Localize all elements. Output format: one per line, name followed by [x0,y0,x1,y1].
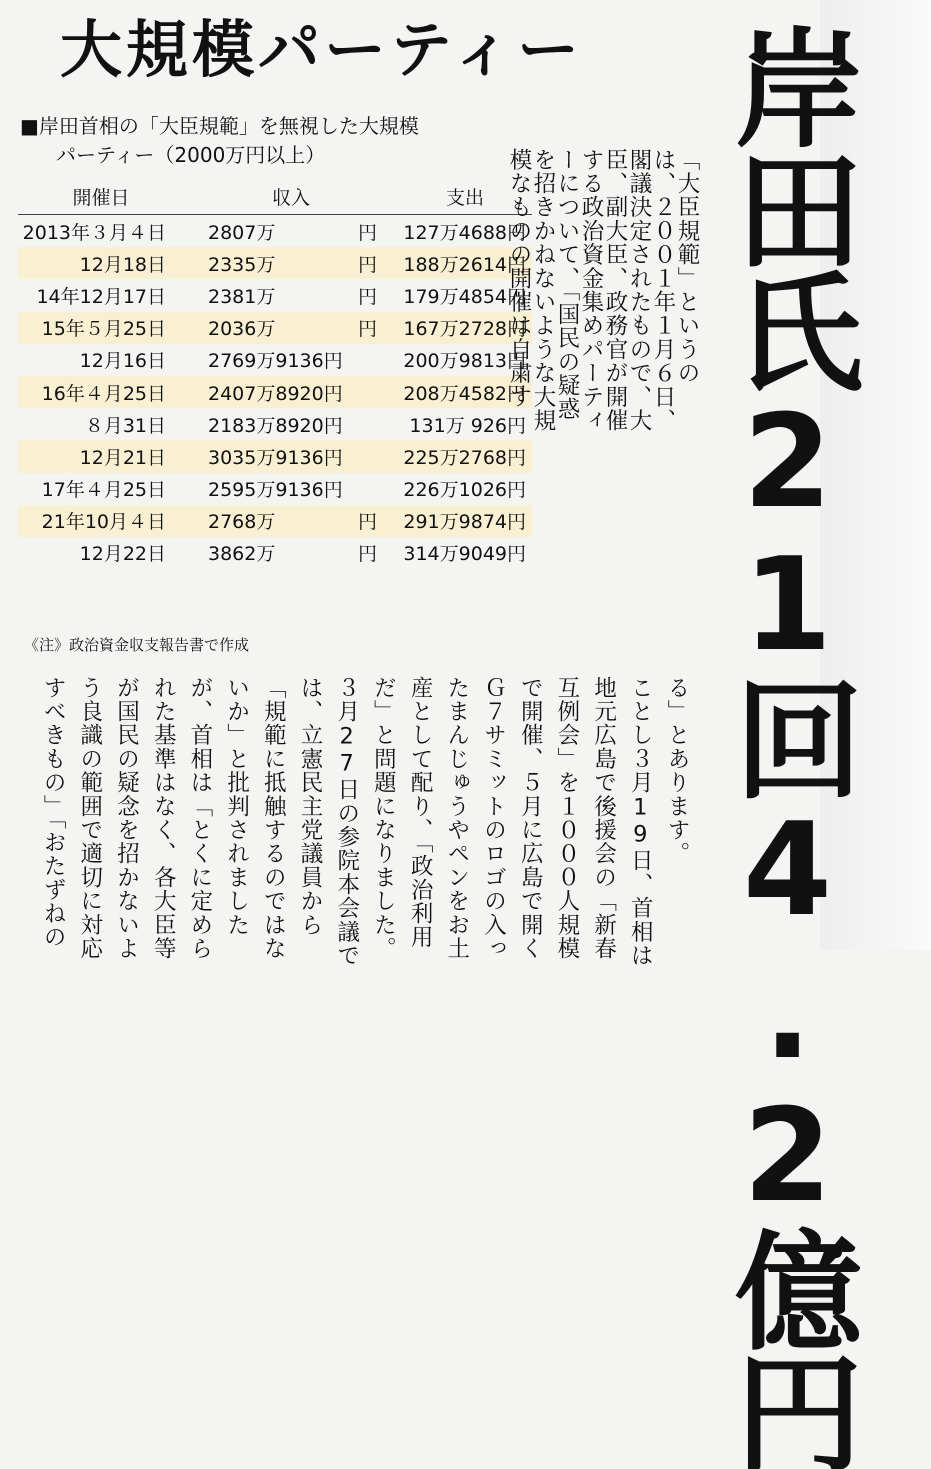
table-caption-line-2: パーティー（2000万円以上） [56,143,326,167]
cell-income: 2769万9136円 [208,350,343,373]
cell-date: 12月22日 [79,543,166,566]
cell-income: 3862万 [208,543,276,566]
text-column: すべきもの」「おたずねの [40,676,67,950]
cell-expense: 208万4582円 [398,376,532,408]
cell-date: 14年12月17日 [36,285,166,308]
header-date: 開催日 [18,178,184,215]
text-column: は、２００１年１月６日、 [650,148,676,433]
text-column: る」とあります。 [664,676,690,866]
text-column: 互例会」を１０００人規模 [553,676,580,961]
cell-expense: 225万2768円 [398,440,532,472]
cell-date: ８月31日 [84,414,166,437]
table-row [18,440,532,472]
text-column: 閣議決定されたもので、大 [626,148,652,433]
cell-income: 2036万 [184,312,358,344]
text-column: う良識の範囲で適切に対応 [76,676,103,961]
cell-expense: 314万9049円 [403,543,526,566]
cell-income: 2595万9136円 [208,479,343,502]
cell-yen: 円 [358,221,378,244]
article-headline: 大規模パーティー [60,13,584,86]
cell-expense: 131万 926円 [409,414,526,437]
table-caption [20,112,540,170]
header-expense: 支出 [398,178,532,215]
cell-date: 17年４月25日 [41,479,166,502]
text-column: する政治資金集めパーティ [578,148,604,433]
cell-date: 21年10月４日 [18,505,184,537]
cell-yen [358,376,398,408]
cell-expense: 127万4688円 [403,221,526,244]
text-column: 臣、副大臣、政務官が開催 [602,148,628,433]
cell-expense: 226万1026円 [403,479,526,502]
text-column: ことし３月19日、首相は [627,676,654,968]
text-column: いか」と批判されました [223,676,250,937]
cell-income: 2407万8920円 [184,376,358,408]
cell-income: 2807万 [208,221,276,244]
cell-yen [358,344,398,376]
cell-yen: 円 [358,312,398,344]
cell-date: 15年５月25日 [18,312,184,344]
table-row [18,408,532,440]
header-income: 収入 [184,178,398,215]
table-row [18,376,532,408]
table-row [18,505,532,537]
text-column: を招きかねないような大規 [530,148,556,433]
text-column: れた基準はなく、各大臣等 [150,676,177,961]
cell-expense: 291万9874円 [398,505,532,537]
table-note: 《注》政治資金収支報告書で作成 [24,636,250,654]
text-column: 地元広島で後援会の「新春 [590,676,617,961]
cell-income: 2335万 [184,247,358,279]
table-header-row [18,178,532,215]
table-row [18,215,532,248]
cell-expense: 167万2728円 [398,312,532,344]
table-row [18,344,532,376]
cell-date: 12月18日 [18,247,184,279]
text-column: 「規範に抵触するのではな [260,676,287,961]
table-row [18,279,532,311]
text-column: が、首相は「とくに定めら [186,676,213,961]
cell-yen [358,440,398,472]
cell-yen: 円 [358,247,398,279]
text-column: 模なものの開催は自粛す [506,148,532,409]
cell-date: 16年４月25日 [18,376,184,408]
table-row [18,473,532,505]
cell-date: 12月21日 [18,440,184,472]
cell-income: 2183万8920円 [208,414,343,437]
cell-yen: 円 [358,285,378,308]
cell-yen: 円 [358,543,378,566]
party-table [18,178,532,569]
cell-yen [358,408,398,440]
cell-income: 3035万9136円 [184,440,358,472]
cell-expense: 200万9813円 [403,350,526,373]
text-column: たまんじゅうやペンをお土 [443,676,470,961]
cell-date: 12月16日 [79,350,166,373]
cell-expense: 188万2614円 [398,247,532,279]
cell-yen [358,473,398,505]
text-column: は、立憲民主党議員から [297,676,323,937]
table-row [18,537,532,569]
cell-yen: 円 [358,505,398,537]
table-row [18,312,532,344]
text-column: Ｇ７サミットのロゴの入っ [480,676,507,961]
text-column: ーについて、「国民の疑惑 [554,148,580,422]
cell-income: 2381万 [208,285,276,308]
cell-date: 2013年３月４日 [22,221,166,244]
text-column: 産として配り、「政治利用 [407,676,434,950]
text-column: ３月27日の参院本会議で [333,676,360,968]
table-caption-line-1: ■岸田首相の「大臣規範」を無視した大規模 [20,114,419,138]
text-column: で開催、５月に広島で開く [517,676,544,961]
text-column: が国民の疑念を招かないよ [113,676,140,961]
big-vertical-headline: 岸田氏21回4.2億円 [713,22,862,1469]
text-column: 「大臣規範」というの [674,148,700,385]
table-row [18,247,532,279]
cell-expense: 179万4854円 [403,285,526,308]
cell-income: 2768万 [184,505,358,537]
text-column: だ」と問題になりました。 [370,676,397,961]
